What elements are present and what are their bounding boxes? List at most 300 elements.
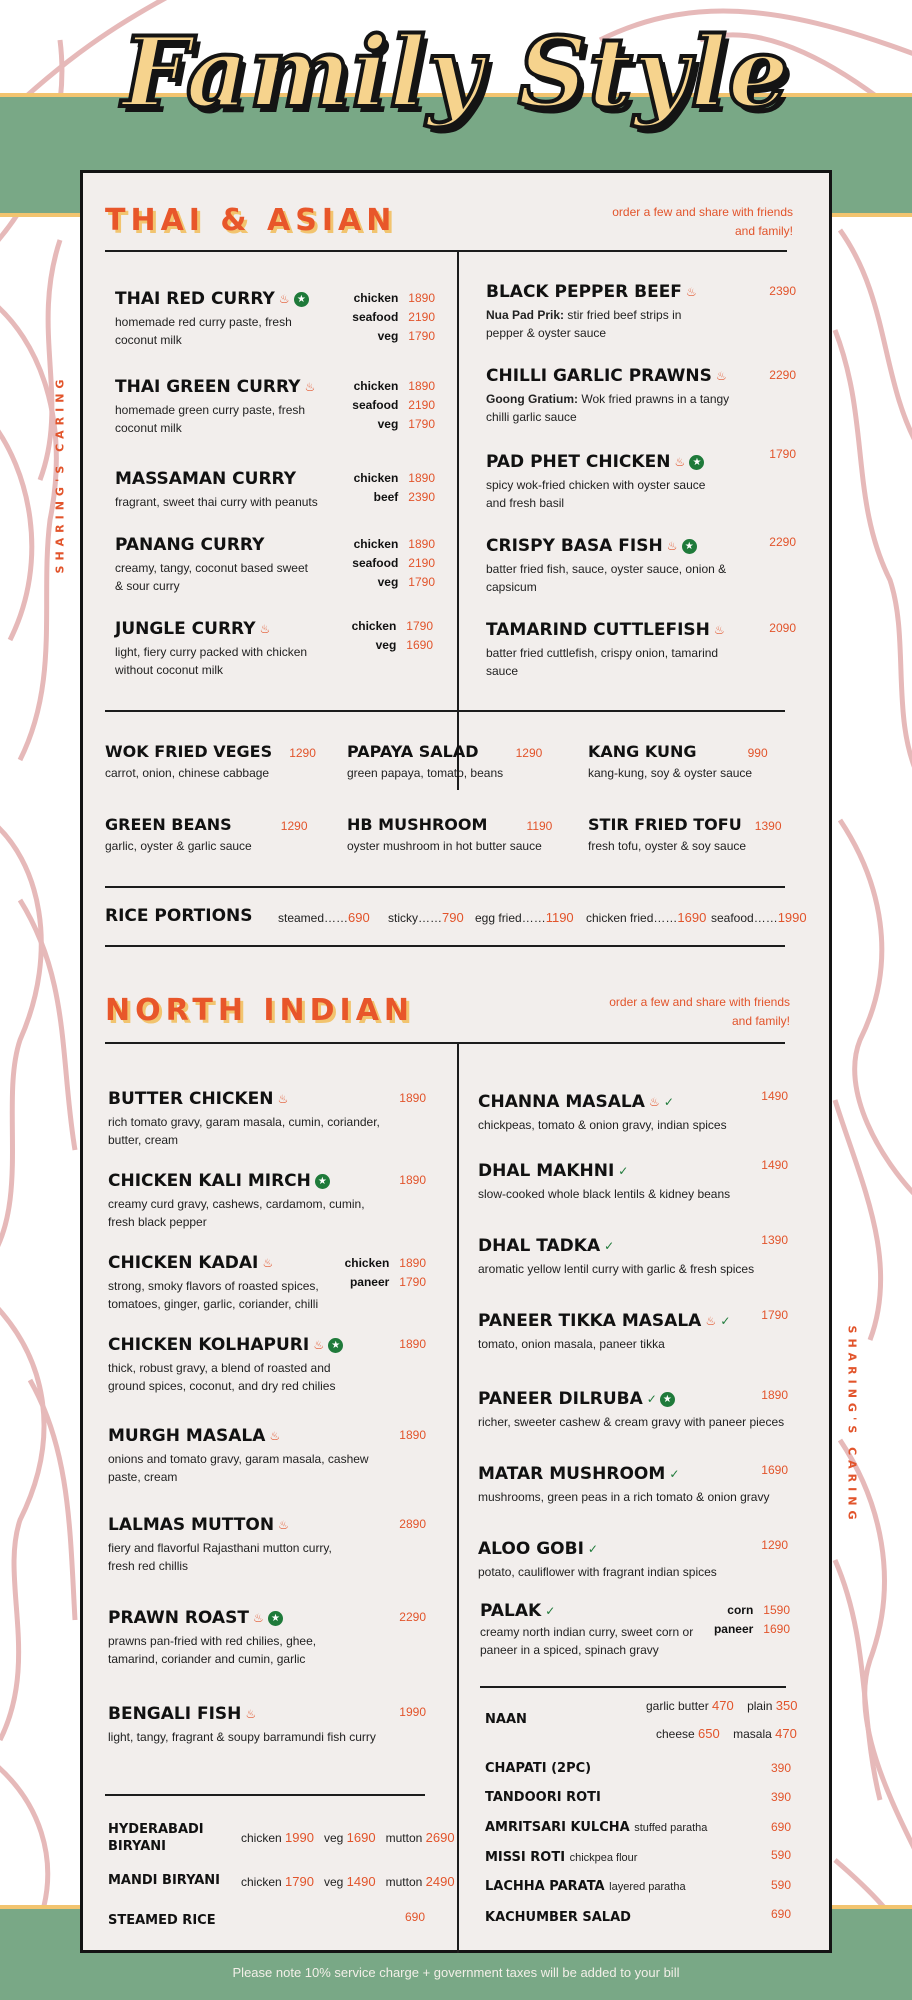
- naan-price: 470: [712, 1698, 734, 1713]
- veg-leaf-icon: ✓: [720, 1314, 731, 1328]
- variant-label: veg: [377, 329, 399, 343]
- star-icon: ★: [328, 1338, 343, 1353]
- bread-item: [485, 1850, 637, 1865]
- menu-item-butter-chicken: [108, 1088, 426, 1149]
- bread-item: [485, 1910, 631, 1925]
- variant-price: 1690: [763, 1622, 790, 1636]
- rice-option-name: steamed……: [278, 911, 349, 925]
- naan-price: 350: [775, 1698, 798, 1713]
- variant-prices: [354, 470, 435, 506]
- rice-option-name: seafood……: [711, 911, 778, 925]
- item-price: 1390: [761, 1233, 788, 1247]
- item-price: 1890: [399, 1091, 426, 1105]
- naan-price: 650: [698, 1726, 720, 1741]
- rice-option-name: chicken fried……: [586, 911, 678, 925]
- rice-portions-label: RICE PORTIONS: [105, 906, 253, 926]
- item-name: ALOO GOBI: [478, 1539, 584, 1559]
- divider: [480, 1686, 786, 1688]
- biryani-price: 1690: [346, 1830, 376, 1845]
- item-name: PAPAYA SALAD: [347, 742, 479, 761]
- item-name: DHAL MAKHNI: [478, 1161, 615, 1181]
- biryani-label: veg: [323, 1831, 344, 1845]
- chili-icon: ♨: [705, 1314, 717, 1328]
- item-name: PAD PHET CHICKEN: [486, 452, 671, 472]
- item-price: 1290: [289, 746, 316, 760]
- menu-item-palak: [480, 1600, 790, 1659]
- rice-option: [475, 910, 574, 925]
- item-desc: pepper & oyster sauce: [486, 326, 607, 340]
- menu-item-black-pepper-beef: [486, 281, 796, 342]
- naan-name: NAAN: [485, 1712, 527, 1727]
- item-price: 2290: [769, 368, 796, 382]
- menu-item-tamarind-cuttlefish: [486, 619, 796, 680]
- variant-label: chicken: [353, 379, 399, 393]
- note-line: order a few and share with friends: [612, 205, 793, 219]
- star-icon: ★: [268, 1611, 283, 1626]
- menu-item-prawn-roast: [108, 1607, 426, 1668]
- variant-price: 2390: [408, 490, 435, 504]
- item-name: HB MUSHROOM: [347, 815, 488, 834]
- divider: [105, 250, 787, 252]
- biryani-price: 1490: [346, 1874, 376, 1889]
- bread-item-name: KACHUMBER SALAD: [485, 1910, 631, 1925]
- menu-item-chilli-garlic-prawns: [486, 365, 796, 426]
- item-desc: rich tomato gravy, garam masala, cumin, coriander,: [108, 1115, 380, 1129]
- bread-price: 590: [771, 1878, 792, 1892]
- item-desc: tomatoes, ginger, garlic, coriander, chilli: [108, 1297, 319, 1311]
- item-desc: garlic, oyster & garlic sauce: [105, 839, 252, 853]
- rice-option-price: 1190: [545, 910, 574, 925]
- item-name: DHAL TADKA: [478, 1236, 601, 1256]
- menu-item-pad-phet-chicken: [486, 447, 796, 512]
- menu-item-chicken-kolhapuri: [108, 1334, 426, 1395]
- menu-item-paneer-dilruba: [478, 1388, 788, 1431]
- variant-prices: [714, 1602, 790, 1638]
- variant-label: veg: [377, 575, 399, 589]
- chili-icon: ♨: [253, 1611, 264, 1625]
- item-desc: fresh tofu, oyster & soy sauce: [588, 839, 747, 853]
- chili-icon: ♨: [304, 380, 316, 394]
- veg-leaf-icon: ✓: [604, 1239, 615, 1253]
- bread-item-name: CHAPATI (2PC): [485, 1761, 592, 1776]
- variant-price: 1890: [399, 1256, 426, 1270]
- item-desc: richer, sweeter cashew & cream gravy with paneer pieces: [478, 1415, 785, 1429]
- variant-label: paneer: [349, 1275, 390, 1289]
- chili-icon: ♨: [313, 1338, 325, 1352]
- side-item-stir-fried-tofu: [588, 815, 782, 855]
- variant-price: 1890: [408, 291, 435, 305]
- item-price: 1190: [526, 819, 553, 833]
- item-desc: light, tangy, fragrant & soupy barramundi fish curry: [108, 1730, 376, 1744]
- variant-label: paneer: [713, 1622, 754, 1636]
- biryani-label: mutton: [385, 1831, 423, 1845]
- item-name: CHICKEN KOLHAPURI: [108, 1335, 310, 1355]
- menu-item-massaman-curry: [115, 468, 435, 511]
- item-name: THAI GREEN CURRY: [115, 377, 301, 397]
- item-desc: oyster mushroom in hot butter sauce: [347, 839, 542, 853]
- biryani-label: mutton: [385, 1875, 423, 1889]
- variant-price: 1890: [408, 379, 435, 393]
- menu-item-panang-curry: [115, 534, 435, 595]
- item-desc: coconut milk: [115, 333, 182, 347]
- divider: [105, 1794, 425, 1796]
- item-desc: creamy, tangy, coconut based sweet: [115, 561, 308, 575]
- variant-label: chicken: [353, 537, 399, 551]
- veg-leaf-icon: ✓: [587, 1542, 598, 1556]
- star-icon: ★: [315, 1174, 330, 1189]
- variant-label: seafood: [352, 398, 399, 412]
- service-charge-note: Please note 10% service charge + government taxes will be added to your bill: [232, 1965, 680, 1980]
- steamed-rice-price: 690: [405, 1910, 426, 1924]
- variant-prices: [345, 1255, 426, 1291]
- variant-price: 1790: [406, 619, 433, 633]
- bread-item-sub: chickpea flour: [569, 1852, 638, 1864]
- item-desc: potato, cauliflower with fragrant indian spices: [478, 1565, 717, 1579]
- item-desc: light, fiery curry packed with chicken: [115, 645, 308, 659]
- column-divider: [457, 250, 459, 790]
- item-price: 2290: [399, 1610, 426, 1624]
- chili-icon: ♨: [648, 1095, 660, 1109]
- chili-icon: ♨: [714, 623, 725, 637]
- item-desc: creamy north indian curry, sweet corn or: [480, 1625, 694, 1639]
- item-price: 990: [747, 746, 768, 760]
- section-note-thai: [573, 203, 793, 241]
- item-price: 1790: [761, 1308, 788, 1322]
- variant-prices: [352, 378, 435, 433]
- menu-item-murgh-masala: [108, 1425, 426, 1486]
- biryani-name: [108, 1821, 204, 1855]
- naan-option: plain: [747, 1699, 773, 1713]
- chili-icon: ♨: [278, 1518, 289, 1532]
- variant-label: seafood: [352, 310, 399, 324]
- item-name: CHICKEN KADAI: [108, 1253, 259, 1273]
- rice-option-name: sticky……: [388, 911, 442, 925]
- chili-icon: ♨: [259, 622, 271, 636]
- item-price: 2090: [769, 621, 796, 635]
- variant-prices: [352, 618, 433, 654]
- veg-leaf-icon: ✓: [663, 1095, 674, 1109]
- variant-price: 1790: [408, 329, 435, 343]
- item-price: 1690: [761, 1463, 788, 1477]
- side-item-hb-mushroom: [347, 815, 552, 855]
- naan-option: garlic butter: [646, 1699, 709, 1713]
- naan-option: cheese: [656, 1727, 695, 1741]
- biryani-name: MANDI BIRYANI: [108, 1873, 221, 1888]
- menu-item-channa-masala: [478, 1091, 788, 1134]
- menu-item-lalmas-mutton: [108, 1514, 426, 1575]
- veg-leaf-icon: ✓: [646, 1392, 657, 1406]
- star-icon: ★: [660, 1392, 675, 1407]
- naan-price: 470: [775, 1726, 797, 1741]
- item-price: 1290: [515, 746, 543, 760]
- bread-price: 390: [771, 1761, 792, 1775]
- steamed-rice-name: STEAMED RICE: [108, 1913, 216, 1928]
- item-name: CRISPY BASA FISH: [486, 536, 663, 556]
- item-name: PALAK: [480, 1601, 542, 1621]
- item-desc: tomato, onion masala, paneer tikka: [478, 1337, 665, 1351]
- item-name: MURGH MASALA: [108, 1426, 266, 1446]
- item-name: STIR FRIED TOFU: [588, 815, 742, 834]
- item-desc: paste, cream: [108, 1470, 178, 1484]
- side-item-papaya-salad: [347, 742, 542, 782]
- variant-label: chicken: [344, 1256, 390, 1270]
- biryani-label: veg: [323, 1875, 344, 1889]
- variant-price: 1690: [406, 638, 433, 652]
- item-name: BUTTER CHICKEN: [108, 1089, 274, 1109]
- item-desc: prawns pan-fried with red chilies, ghee,: [108, 1634, 317, 1648]
- item-price: 1890: [399, 1337, 426, 1351]
- menu-item-aloo-gobi: [478, 1538, 788, 1581]
- item-price: 1890: [399, 1173, 426, 1187]
- chili-icon: ♨: [245, 1707, 257, 1721]
- menu-item-chicken-kadai: [108, 1252, 426, 1313]
- biryani-label: chicken: [241, 1875, 282, 1889]
- naan-option: masala: [733, 1727, 772, 1741]
- side-item-wok-fried-veges: [105, 742, 316, 782]
- item-price: 2390: [769, 284, 796, 298]
- item-name: PANEER DILRUBA: [478, 1389, 643, 1409]
- item-desc: carrot, onion, chinese cabbage: [105, 766, 270, 780]
- item-name: CHANNA MASALA: [478, 1092, 645, 1112]
- variant-price: 2190: [408, 310, 435, 324]
- item-price: 1990: [399, 1705, 426, 1719]
- item-price: 1390: [754, 819, 782, 833]
- item-price: 2290: [769, 535, 796, 549]
- chili-icon: ♨: [666, 539, 678, 553]
- variant-label: chicken: [353, 471, 399, 485]
- item-name: PANANG CURRY: [115, 535, 265, 555]
- rice-option-name: egg fried……: [475, 911, 546, 925]
- divider: [105, 710, 785, 712]
- item-name: THAI RED CURRY: [115, 289, 275, 309]
- variant-price: 2190: [408, 398, 435, 412]
- item-desc: onions and tomato gravy, garam masala, cashew: [108, 1452, 369, 1466]
- variant-label: veg: [377, 417, 399, 431]
- bread-item-sub: layered paratha: [609, 1881, 686, 1893]
- item-desc: fresh black pepper: [108, 1215, 207, 1229]
- note-line: and family!: [731, 1014, 790, 1028]
- variant-price: 1790: [399, 1275, 426, 1289]
- biryani-prices: [241, 1830, 455, 1845]
- bread-price: 390: [771, 1790, 792, 1804]
- veg-leaf-icon: ✓: [618, 1164, 629, 1178]
- item-name: CHICKEN KALI MIRCH: [108, 1171, 311, 1191]
- item-desc: stir fried beef strips in: [564, 308, 682, 322]
- biryani-prices: [241, 1874, 455, 1889]
- chili-icon: ♨: [715, 369, 727, 383]
- rice-option-price: 1990: [777, 910, 807, 925]
- bread-item-sub: stuffed paratha: [634, 1822, 708, 1834]
- rice-option: [278, 910, 370, 925]
- column-divider: [457, 1042, 459, 1953]
- variant-prices: [352, 290, 435, 345]
- bread-item: [485, 1790, 601, 1805]
- bread-item-name: TANDOORI ROTI: [485, 1790, 601, 1805]
- rice-option: [711, 910, 807, 925]
- item-desc: spicy wok-fried chicken with oyster sauce: [486, 478, 706, 492]
- biryani-name-line: BIRYANI: [108, 1839, 166, 1854]
- bread-item: [485, 1761, 591, 1776]
- chili-icon: ♨: [269, 1429, 281, 1443]
- variant-price: 1890: [408, 471, 435, 485]
- biryani-price: 2690: [425, 1830, 455, 1845]
- item-desc: butter, cream: [108, 1133, 179, 1147]
- side-text-right: SHARING'S CARING: [845, 1325, 859, 1525]
- variant-price: 2190: [408, 556, 435, 570]
- veg-leaf-icon: ✓: [669, 1467, 680, 1481]
- item-desc-bold: Nua Pad Prik:: [486, 308, 565, 322]
- item-name: KANG KUNG: [588, 742, 697, 761]
- divider: [105, 886, 785, 888]
- item-price: 2890: [399, 1517, 426, 1531]
- chili-icon: ♨: [686, 285, 697, 299]
- item-desc: strong, smoky flavors of roasted spices,: [108, 1279, 319, 1293]
- item-desc: Wok fried prawns in a tangy: [578, 392, 730, 406]
- bread-item: [485, 1879, 686, 1894]
- item-name: GREEN BEANS: [105, 815, 232, 834]
- item-price: 1490: [761, 1089, 788, 1103]
- naan-options-row-1: [646, 1698, 798, 1713]
- item-name: MASSAMAN CURRY: [115, 469, 297, 489]
- item-desc: green papaya, tomato, beans: [347, 766, 504, 780]
- biryani-price: 2490: [425, 1874, 455, 1889]
- variant-label: chicken: [351, 619, 397, 633]
- menu-item-thai-red-curry: [115, 288, 435, 349]
- menu-item-crispy-basa-fish: [486, 535, 796, 596]
- item-desc: creamy curd gravy, cashews, cardamom, cumin,: [108, 1197, 365, 1211]
- item-desc: paneer in a spiced, spinach gravy: [480, 1643, 659, 1657]
- variant-price: 1790: [408, 575, 435, 589]
- section-note-indian: [570, 993, 790, 1031]
- star-icon: ★: [689, 455, 704, 470]
- item-price: 1790: [769, 447, 796, 461]
- item-desc: slow-cooked whole black lentils & kidney beans: [478, 1187, 731, 1201]
- biryani-label: chicken: [241, 1831, 282, 1845]
- item-desc: chickpeas, tomato & onion gravy, indian spices: [478, 1118, 727, 1132]
- item-desc: homemade red curry paste, fresh: [115, 315, 292, 329]
- bread-item: [485, 1820, 707, 1835]
- biryani-name-line: HYDERABADI: [108, 1822, 204, 1837]
- star-icon: ★: [682, 539, 697, 554]
- item-desc: aromatic yellow lentil curry with garlic & fresh spices: [478, 1262, 755, 1276]
- menu-item-matar-mushroom: [478, 1463, 788, 1506]
- biryani-price: 1990: [285, 1830, 314, 1845]
- item-name: PANEER TIKKA MASALA: [478, 1311, 702, 1331]
- item-desc: tamarind, coriander and cumin, garlic: [108, 1652, 306, 1666]
- variant-label: beef: [373, 490, 399, 504]
- item-desc: batter fried fish, sauce, oyster sauce, onion &: [486, 562, 727, 576]
- item-price: 1290: [280, 819, 308, 833]
- variant-label: seafood: [352, 556, 399, 570]
- divider: [105, 1042, 785, 1044]
- variant-prices: [352, 536, 435, 591]
- menu-card: [80, 170, 832, 1953]
- bread-price: 690: [771, 1907, 792, 1921]
- item-price: 1890: [399, 1428, 426, 1442]
- item-price: 1890: [761, 1388, 788, 1402]
- side-item-kang-kung: [588, 742, 768, 782]
- item-desc: capsicum: [486, 580, 537, 594]
- variant-label: chicken: [353, 291, 399, 305]
- bread-item-name: AMRITSARI KULCHA: [485, 1820, 630, 1835]
- side-text-left: SHARING'S CARING: [53, 374, 67, 574]
- bread-price: 690: [771, 1820, 792, 1834]
- bread-item-name: MISSI ROTI: [485, 1850, 566, 1865]
- item-desc: fragrant, sweet thai curry with peanuts: [115, 495, 318, 509]
- item-name: BLACK PEPPER BEEF: [486, 282, 682, 302]
- item-desc: ground spices, coconut, and dry red chilies: [108, 1379, 336, 1393]
- rice-option: [586, 910, 706, 925]
- section-title-thai: THAI & ASIAN: [105, 203, 397, 238]
- item-desc: fresh red chillis: [108, 1559, 189, 1573]
- item-desc: thick, robust gravy, a blend of roasted and: [108, 1361, 331, 1375]
- item-name: CHILLI GARLIC PRAWNS: [486, 366, 712, 386]
- star-icon: ★: [294, 292, 309, 307]
- item-desc-bold: Goong Gratium:: [486, 392, 578, 406]
- item-name: LALMAS MUTTON: [108, 1515, 275, 1535]
- chili-icon: ♨: [277, 1092, 289, 1106]
- item-desc: and fresh basil: [486, 496, 565, 510]
- chili-icon: ♨: [278, 292, 290, 306]
- item-desc: coconut milk: [115, 421, 182, 435]
- item-name: BENGALI FISH: [108, 1704, 242, 1724]
- item-desc: sauce: [486, 664, 519, 678]
- bread-price: 590: [771, 1848, 792, 1862]
- menu-item-thai-green-curry: [115, 376, 435, 437]
- chili-icon: ♨: [674, 455, 686, 469]
- banner-title: Family Style: [122, 16, 790, 129]
- item-name: TAMARIND CUTTLEFISH: [486, 620, 710, 640]
- menu-item-bengali-fish: [108, 1703, 426, 1746]
- rice-option-price: 790: [442, 910, 464, 925]
- rice-option: [388, 910, 464, 925]
- item-name: JUNGLE CURRY: [115, 619, 256, 639]
- variant-label: veg: [375, 638, 397, 652]
- menu-item-paneer-tikka-masala: [478, 1310, 788, 1353]
- note-line: order a few and share with friends: [609, 995, 790, 1009]
- item-price: 1290: [761, 1538, 788, 1552]
- item-desc: without coconut milk: [115, 663, 224, 677]
- variant-label: corn: [727, 1603, 754, 1617]
- veg-leaf-icon: ✓: [545, 1604, 556, 1618]
- side-item-green-beans: [105, 815, 308, 855]
- item-name: WOK FRIED VEGES: [105, 742, 273, 761]
- item-desc: chilli garlic sauce: [486, 410, 577, 424]
- note-line: and family!: [734, 224, 793, 238]
- menu-item-dhal-makhni: [478, 1160, 788, 1203]
- item-price: 1490: [761, 1158, 788, 1172]
- menu-item-chicken-kali-mirch: [108, 1170, 426, 1231]
- bread-item-name: LACHHA PARATA: [485, 1879, 605, 1894]
- naan-options-row-2: [656, 1726, 797, 1741]
- menu-item-jungle-curry: [115, 618, 435, 679]
- biryani-price: 1790: [285, 1874, 314, 1889]
- section-title-north-indian: NORTH INDIAN: [105, 993, 415, 1028]
- rice-option-price: 1690: [677, 910, 707, 925]
- variant-price: 1890: [408, 537, 435, 551]
- item-desc: & sour curry: [115, 579, 180, 593]
- divider: [105, 945, 785, 947]
- item-desc: fiery and flavorful Rajasthani mutton curry,: [108, 1541, 332, 1555]
- item-name: MATAR MUSHROOM: [478, 1464, 666, 1484]
- variant-price: 1790: [408, 417, 435, 431]
- item-name: PRAWN ROAST: [108, 1608, 249, 1628]
- item-desc: kang-kung, soy & oyster sauce: [588, 766, 753, 780]
- item-desc: homemade green curry paste, fresh: [115, 403, 306, 417]
- rice-option-price: 690: [348, 910, 370, 925]
- menu-item-dhal-tadka: [478, 1235, 788, 1278]
- chili-icon: ♨: [262, 1256, 274, 1270]
